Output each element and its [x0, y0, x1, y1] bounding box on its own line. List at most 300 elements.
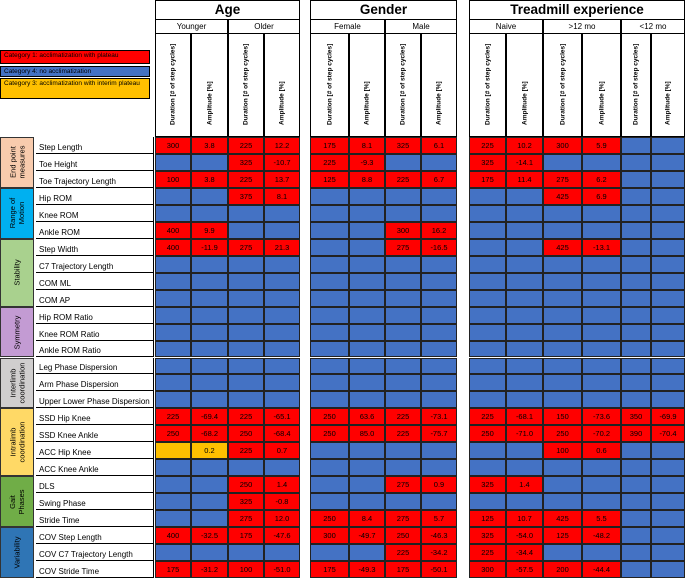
table-cell [582, 324, 621, 341]
table-cell: 250 [228, 476, 264, 493]
table-cell [349, 307, 385, 324]
table-cell [543, 476, 582, 493]
table-cell [582, 256, 621, 273]
table-cell: -57.5 [506, 561, 543, 578]
table-cell [582, 154, 621, 171]
table-cell: 5.5 [582, 510, 621, 527]
table-cell [506, 256, 543, 273]
table-cell [469, 222, 506, 239]
measure-label: Ankle ROM Ratio [36, 341, 154, 358]
table-cell [310, 256, 349, 273]
table-cell [228, 358, 264, 375]
table-cell [651, 324, 685, 341]
table-cell [349, 544, 385, 561]
table-cell [349, 358, 385, 375]
table-cell: 300 [155, 137, 191, 154]
table-cell: 16.2 [421, 222, 457, 239]
table-cell [543, 459, 582, 476]
table-cell [155, 205, 191, 222]
table-cell: 8.1 [349, 137, 385, 154]
table-cell [469, 374, 506, 391]
table-cell [651, 239, 685, 256]
table-cell [155, 307, 191, 324]
column-header [228, 34, 264, 137]
table-cell [651, 476, 685, 493]
table-cell [155, 476, 191, 493]
table-cell: 325 [228, 493, 264, 510]
table-cell [621, 459, 651, 476]
table-cell [621, 188, 651, 205]
table-cell [582, 544, 621, 561]
table-cell [543, 307, 582, 324]
category-text: Range of Motion [8, 198, 26, 229]
table-cell: -9.3 [349, 154, 385, 171]
table-cell [264, 358, 300, 375]
table-cell [191, 205, 228, 222]
table-cell: -13.1 [582, 239, 621, 256]
table-cell: -70.4 [651, 425, 685, 442]
table-cell [310, 307, 349, 324]
column-label: Amplitude [%] [278, 81, 286, 125]
table-cell [385, 273, 421, 290]
table-cell: 350 [621, 408, 651, 425]
category-label [0, 307, 34, 358]
table-cell: -31.2 [191, 561, 228, 578]
table-cell [349, 205, 385, 222]
table-cell: 225 [228, 171, 264, 188]
table-cell: -65.1 [264, 408, 300, 425]
table-cell [651, 290, 685, 307]
table-cell [469, 205, 506, 222]
table-cell: 0.6 [582, 442, 621, 459]
table-cell [385, 324, 421, 341]
table-cell [421, 205, 457, 222]
table-cell: 225 [155, 408, 191, 425]
table-cell: 375 [228, 188, 264, 205]
table-cell [191, 290, 228, 307]
table-cell: 325 [469, 476, 506, 493]
table-cell [621, 544, 651, 561]
table-cell: 225 [385, 544, 421, 561]
table-cell: -14.1 [506, 154, 543, 171]
table-cell: 10.7 [506, 510, 543, 527]
table-cell [191, 188, 228, 205]
table-cell: 225 [469, 137, 506, 154]
table-cell [191, 510, 228, 527]
table-cell [469, 341, 506, 358]
category-label [0, 137, 34, 188]
measure-label: DLS [36, 476, 154, 493]
column-label: Duration [# of step cycles] [632, 43, 640, 125]
table-cell [155, 324, 191, 341]
measure-label: COM AP [36, 290, 154, 307]
table-cell: 175 [155, 561, 191, 578]
table-cell [621, 358, 651, 375]
table-cell [582, 222, 621, 239]
table-cell [228, 256, 264, 273]
table-cell [506, 442, 543, 459]
table-cell [228, 307, 264, 324]
table-cell [385, 358, 421, 375]
table-cell [385, 307, 421, 324]
table-cell [385, 290, 421, 307]
table-cell [349, 493, 385, 510]
table-cell [421, 493, 457, 510]
table-cell: 125 [310, 171, 349, 188]
category-label [0, 188, 34, 239]
table-cell [543, 324, 582, 341]
table-cell [310, 290, 349, 307]
table-cell [621, 256, 651, 273]
table-cell: -34.2 [421, 544, 457, 561]
table-cell [543, 341, 582, 358]
table-cell [506, 459, 543, 476]
table-cell: -68.2 [191, 425, 228, 442]
table-cell: -75.7 [421, 425, 457, 442]
table-cell: -34.4 [506, 544, 543, 561]
table-cell: 175 [385, 561, 421, 578]
table-cell [264, 324, 300, 341]
table-cell: 250 [469, 425, 506, 442]
category-label [0, 476, 34, 527]
table-cell: 225 [385, 425, 421, 442]
table-cell [651, 544, 685, 561]
measure-label: Hip ROM Ratio [36, 307, 154, 324]
table-cell [191, 324, 228, 341]
table-cell [349, 341, 385, 358]
subgroup-title: <12 mo [621, 19, 685, 34]
subgroup-title: Female [310, 19, 385, 34]
table-cell [228, 273, 264, 290]
category-label [0, 408, 34, 476]
measure-label: ACC Hip Knee [36, 442, 154, 459]
table-cell [621, 137, 651, 154]
table-cell [310, 222, 349, 239]
table-cell [228, 324, 264, 341]
table-cell [469, 307, 506, 324]
table-cell [264, 341, 300, 358]
table-cell [155, 273, 191, 290]
table-cell [621, 493, 651, 510]
column-label: Amplitude [%] [521, 81, 528, 125]
table-cell [651, 527, 685, 544]
table-cell [191, 391, 228, 408]
table-cell: 11.4 [506, 171, 543, 188]
table-cell [385, 391, 421, 408]
category-label [0, 527, 34, 578]
table-cell [543, 358, 582, 375]
measure-label: COM ML [36, 273, 154, 290]
table-cell: 325 [385, 137, 421, 154]
table-cell [469, 256, 506, 273]
table-cell [421, 290, 457, 307]
column-header [191, 34, 228, 137]
table-cell [191, 273, 228, 290]
column-label: Duration [# of step cycles] [399, 43, 407, 125]
table-cell: 10.2 [506, 137, 543, 154]
table-cell [421, 188, 457, 205]
table-cell [506, 374, 543, 391]
table-cell: -49.7 [349, 527, 385, 544]
table-cell [349, 459, 385, 476]
table-cell: 150 [543, 408, 582, 425]
column-header [651, 34, 685, 137]
table-cell: -11.9 [191, 239, 228, 256]
column-label: Amplitude [%] [363, 81, 371, 125]
column-header [582, 34, 621, 137]
table-cell [506, 222, 543, 239]
table-cell [543, 256, 582, 273]
table-cell [310, 493, 349, 510]
table-cell: 8.4 [349, 510, 385, 527]
table-cell [621, 290, 651, 307]
table-cell [191, 374, 228, 391]
table-cell [264, 544, 300, 561]
table-cell: 275 [385, 239, 421, 256]
table-cell [310, 205, 349, 222]
table-cell: 21.3 [264, 239, 300, 256]
table-cell [621, 324, 651, 341]
table-cell: 9.9 [191, 222, 228, 239]
table-cell [191, 493, 228, 510]
table-cell [421, 256, 457, 273]
table-cell: 125 [543, 527, 582, 544]
table-cell [310, 442, 349, 459]
table-cell [385, 493, 421, 510]
measure-label: Ankle ROM [36, 222, 154, 239]
table-cell [385, 374, 421, 391]
table-cell [582, 341, 621, 358]
legend-item: Category 1: acclimatization with plateau [0, 50, 150, 64]
table-cell [506, 391, 543, 408]
table-cell [469, 391, 506, 408]
table-cell: 425 [543, 510, 582, 527]
table-cell [543, 273, 582, 290]
table-cell: 63.6 [349, 408, 385, 425]
table-cell: 6.9 [582, 188, 621, 205]
table-cell [469, 459, 506, 476]
table-cell [155, 459, 191, 476]
table-cell [469, 188, 506, 205]
table-cell: 390 [621, 425, 651, 442]
category-text: Variability [12, 536, 22, 569]
table-cell: 275 [385, 476, 421, 493]
category-text: Interlimb coordination [8, 362, 26, 404]
table-cell: 1.4 [264, 476, 300, 493]
table-cell [310, 273, 349, 290]
table-cell [421, 391, 457, 408]
table-cell [621, 171, 651, 188]
table-cell [264, 374, 300, 391]
table-cell [506, 341, 543, 358]
table-cell [651, 493, 685, 510]
table-cell: -48.2 [582, 527, 621, 544]
table-cell [651, 561, 685, 578]
column-label: Amplitude [%] [435, 81, 443, 125]
table-cell [582, 476, 621, 493]
table-cell [506, 358, 543, 375]
table-cell [582, 205, 621, 222]
table-cell [506, 307, 543, 324]
table-cell [228, 544, 264, 561]
table-cell: 12.2 [264, 137, 300, 154]
table-cell [421, 324, 457, 341]
column-header [264, 34, 300, 137]
table-cell: -0.8 [264, 493, 300, 510]
table-cell: 425 [543, 239, 582, 256]
table-cell: 225 [228, 408, 264, 425]
table-cell [469, 442, 506, 459]
table-cell [349, 290, 385, 307]
table-cell: 0.2 [191, 442, 228, 459]
table-cell: 275 [543, 171, 582, 188]
table-cell [310, 391, 349, 408]
table-cell [228, 205, 264, 222]
table-cell: 3.8 [191, 137, 228, 154]
subgroup-title: Older [228, 19, 300, 34]
measure-label: Swing Phase [36, 493, 154, 510]
table-cell [264, 256, 300, 273]
table-cell [385, 442, 421, 459]
table-cell [310, 341, 349, 358]
table-cell [543, 374, 582, 391]
group-title: Gender [310, 0, 457, 19]
table-cell: 8.1 [264, 188, 300, 205]
table-cell: -16.5 [421, 239, 457, 256]
table-cell [651, 188, 685, 205]
table-cell [621, 307, 651, 324]
column-header [421, 34, 457, 137]
table-cell: -49.3 [349, 561, 385, 578]
column-label: Duration [# of step cycles] [326, 43, 333, 125]
table-cell: 300 [469, 561, 506, 578]
table-cell: 0.9 [421, 476, 457, 493]
table-cell: 325 [469, 527, 506, 544]
table-cell: 5.9 [582, 137, 621, 154]
table-cell [310, 239, 349, 256]
category-text: End point measures [8, 145, 26, 179]
table-cell: 225 [469, 408, 506, 425]
table-cell [155, 544, 191, 561]
table-cell [469, 290, 506, 307]
category-text: Intralimb coordination [8, 421, 26, 463]
table-cell [385, 256, 421, 273]
table-cell: 325 [469, 154, 506, 171]
table-cell [349, 188, 385, 205]
column-label: Duration [# of step cycles] [484, 43, 491, 125]
table-cell [191, 154, 228, 171]
table-cell: 225 [385, 171, 421, 188]
table-cell [621, 341, 651, 358]
measure-label: Toe Height [36, 154, 154, 171]
table-cell [543, 290, 582, 307]
table-cell: 100 [155, 171, 191, 188]
table-cell [228, 374, 264, 391]
table-cell: 1.4 [506, 476, 543, 493]
table-cell [228, 391, 264, 408]
table-cell [651, 307, 685, 324]
table-cell [621, 273, 651, 290]
table-cell [651, 374, 685, 391]
table-cell [264, 459, 300, 476]
table-cell [155, 493, 191, 510]
table-cell: -50.1 [421, 561, 457, 578]
table-cell [651, 137, 685, 154]
group-title: Treadmill experience [469, 0, 685, 19]
table-cell [349, 442, 385, 459]
table-cell: 275 [228, 239, 264, 256]
column-label: Amplitude [%] [206, 81, 213, 125]
table-cell [310, 358, 349, 375]
table-cell [621, 391, 651, 408]
subgroup-title: Naive [469, 19, 543, 34]
table-cell: 100 [228, 561, 264, 578]
table-cell: 3.8 [191, 171, 228, 188]
table-cell [421, 442, 457, 459]
table-cell [155, 188, 191, 205]
table-cell [621, 561, 651, 578]
table-cell [421, 273, 457, 290]
table-cell [651, 459, 685, 476]
table-cell [385, 205, 421, 222]
table-cell: -73.6 [582, 408, 621, 425]
table-cell [264, 222, 300, 239]
table-cell [582, 273, 621, 290]
table-cell [228, 290, 264, 307]
column-label: Amplitude [%] [664, 81, 672, 125]
table-cell [155, 510, 191, 527]
table-cell [621, 374, 651, 391]
table-cell [651, 442, 685, 459]
table-cell [155, 256, 191, 273]
table-cell: 5.7 [421, 510, 457, 527]
column-label: Duration [# of step cycles] [242, 43, 250, 125]
table-cell [155, 391, 191, 408]
category-text: Symmetry [12, 315, 22, 349]
table-cell [651, 341, 685, 358]
table-cell: 300 [310, 527, 349, 544]
table-cell: -44.4 [582, 561, 621, 578]
table-cell: 225 [310, 154, 349, 171]
table-cell [506, 290, 543, 307]
category-label [0, 358, 34, 409]
table-cell [191, 544, 228, 561]
table-cell: -32.5 [191, 527, 228, 544]
table-cell [582, 374, 621, 391]
table-cell [191, 459, 228, 476]
table-cell: 6.2 [582, 171, 621, 188]
table-cell: 250 [155, 425, 191, 442]
table-cell: 300 [543, 137, 582, 154]
measure-label: C7 Trajectory Length [36, 256, 154, 273]
table-cell [651, 510, 685, 527]
table-cell [349, 391, 385, 408]
subgroup-title: Male [385, 19, 457, 34]
table-cell [264, 205, 300, 222]
table-cell [582, 459, 621, 476]
table-cell [543, 391, 582, 408]
table-cell [421, 307, 457, 324]
table-cell [469, 324, 506, 341]
table-cell [506, 273, 543, 290]
legend-item: Category 4: no acclimatization [0, 66, 150, 77]
table-cell [155, 358, 191, 375]
table-cell [621, 510, 651, 527]
table-cell [349, 476, 385, 493]
table-cell [385, 188, 421, 205]
table-cell: 225 [385, 408, 421, 425]
column-header [155, 34, 191, 137]
